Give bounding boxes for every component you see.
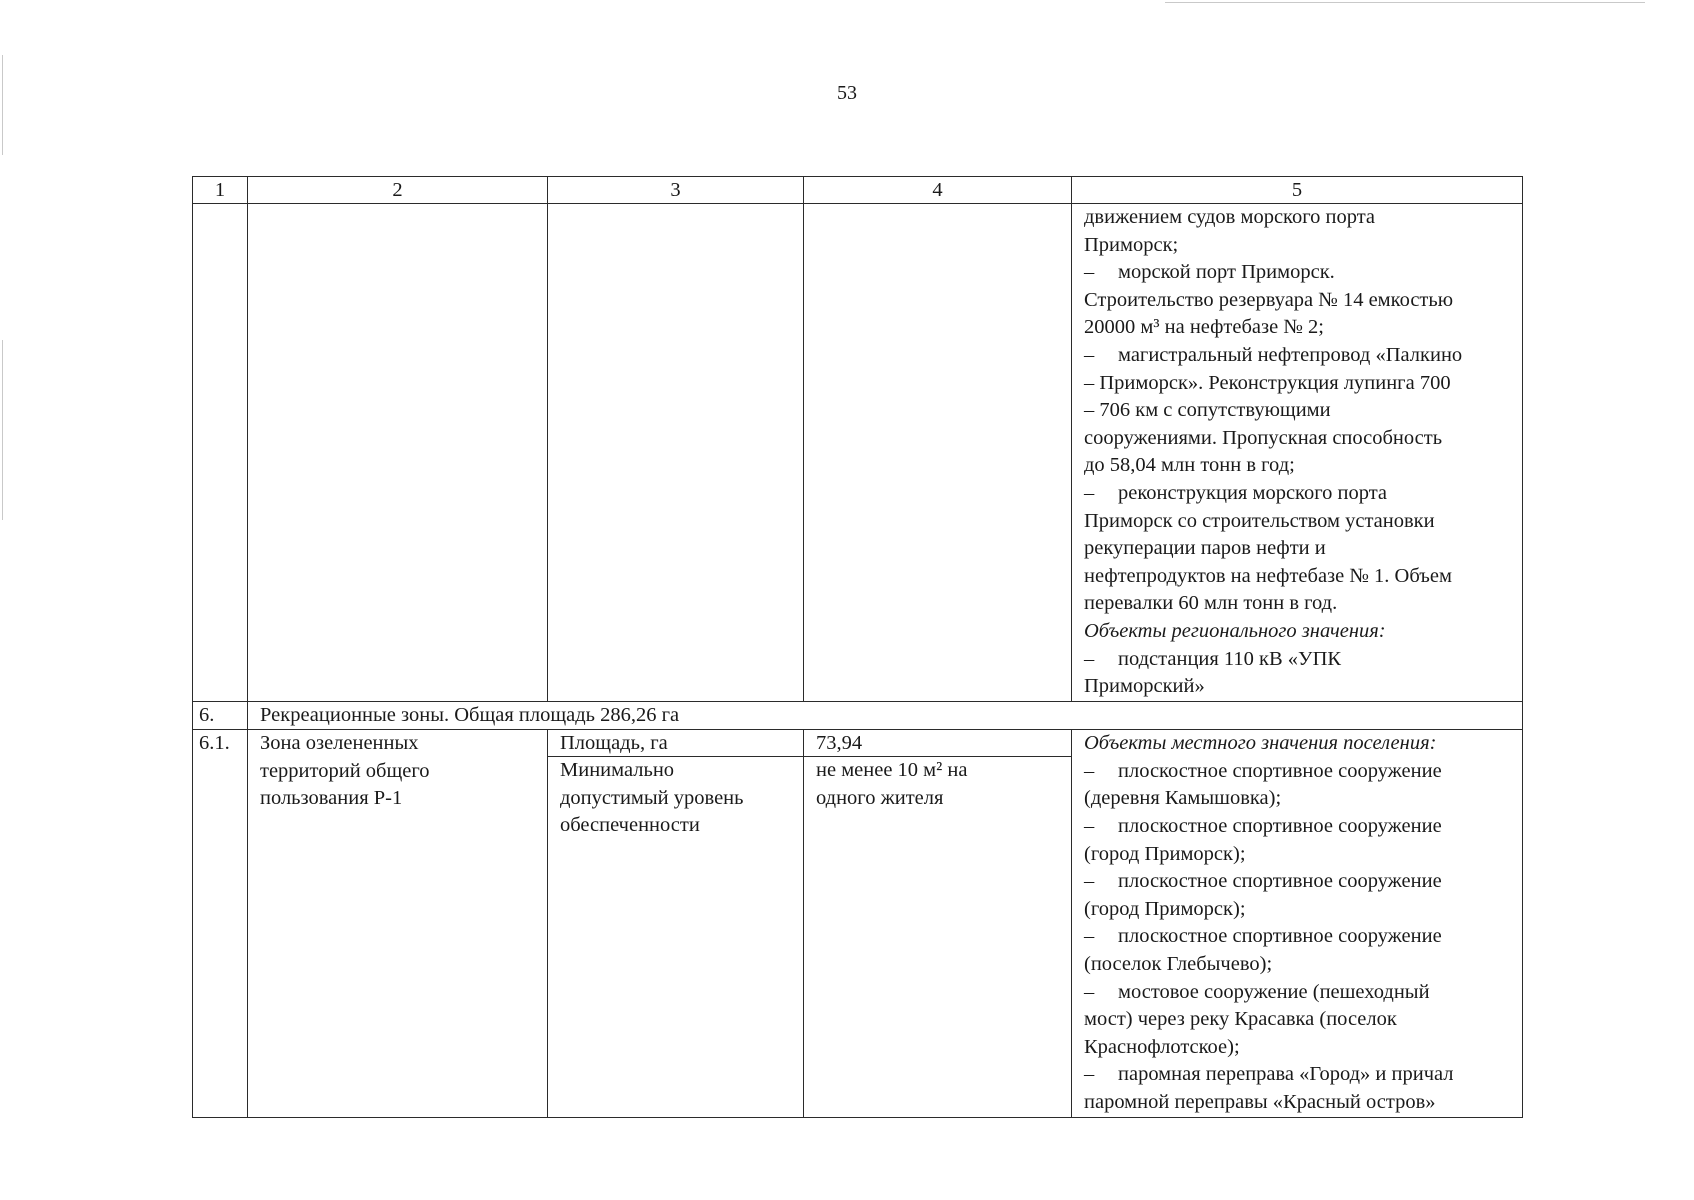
- min-level-label-line: допустимый уровень: [560, 786, 744, 809]
- list-item-continuation: перевалки 60 млн тонн в год.: [1084, 592, 1338, 615]
- dash-marker: –: [1084, 815, 1095, 838]
- section-number: 6.: [193, 701, 248, 730]
- area-value: 73,94: [804, 730, 1071, 757]
- list-item-start: [1084, 480, 1510, 508]
- list-item-text: морской порт Приморск.: [1118, 261, 1335, 284]
- dash-marker: –: [1084, 759, 1095, 782]
- continuation-col-4: [804, 204, 1072, 702]
- list-item-text: паромная переправа «Город» и причал: [1118, 1063, 1454, 1086]
- dash-marker: –: [1084, 925, 1095, 948]
- list-item-continuation: 20000 м³ на нефтебазе № 2;: [1084, 316, 1324, 339]
- list-item-start: [1084, 758, 1510, 786]
- list-item-continuation: (деревня Камышовка);: [1084, 787, 1282, 810]
- area-label: Площадь, га: [548, 730, 803, 757]
- list-item-continuation: Приморск;: [1084, 233, 1179, 256]
- min-level-value: [804, 757, 1071, 812]
- list-item-continuation: (город Приморск);: [1084, 842, 1246, 865]
- list-item-start: [1084, 813, 1510, 841]
- scan-mark-top-right: [1165, 2, 1645, 3]
- list-item-text: мостовое сооружение (пешеходный: [1118, 980, 1430, 1003]
- list-item-continuation: до 58,04 млн тонн в год;: [1084, 454, 1295, 477]
- min-level-label-line: обеспеченности: [560, 814, 700, 837]
- zone-row: [193, 730, 1523, 1117]
- page-number: 53: [837, 82, 857, 104]
- list-item-text: плоскостное спортивное сооружение: [1118, 925, 1442, 948]
- dash-marker: –: [1084, 1063, 1095, 1086]
- section-title: Рекреационные зоны. Общая площадь 286,26 га: [248, 701, 1523, 730]
- list-item-continuation: рекуперации паров нефти и: [1084, 537, 1326, 560]
- list-item-start: [1084, 1061, 1510, 1089]
- min-level-value-line: не менее 10 м² на: [816, 759, 968, 782]
- list-item-start: [1084, 646, 1510, 674]
- dash-marker: –: [1084, 261, 1095, 284]
- list-item-continuation: – Приморск». Реконструкция лупинга 700: [1084, 371, 1451, 394]
- list-item-start: [1084, 923, 1510, 951]
- dash-marker: –: [1084, 647, 1095, 670]
- list-item-text: плоскостное спортивное сооружение: [1118, 815, 1442, 838]
- zone-number: 6.1.: [193, 730, 248, 1117]
- table-header-row: [193, 177, 1523, 204]
- header-col-5: 5: [1072, 177, 1523, 204]
- category-heading: Объекты местного значения поселения:: [1084, 732, 1437, 755]
- list-item-start: [1084, 342, 1510, 370]
- min-level-value-line: одного жителя: [816, 786, 944, 809]
- list-item-continuation: сооружениями. Пропускная способность: [1084, 426, 1443, 449]
- header-col-1: 1: [193, 177, 248, 204]
- list-item-continuation: (поселок Глебычево);: [1084, 953, 1273, 976]
- scan-mark-left-top: [2, 55, 3, 155]
- list-item-start: [1084, 259, 1510, 287]
- zone-param-labels-cell: [548, 730, 804, 1117]
- continuation-objects-cell: [1072, 204, 1523, 702]
- zone-name-line: пользования Р-1: [260, 787, 403, 810]
- continuation-col-3: [548, 204, 804, 702]
- list-item-continuation: движением судов морского порта: [1084, 206, 1376, 228]
- list-item-text: плоскостное спортивное сооружение: [1118, 870, 1442, 893]
- header-col-4: 4: [804, 177, 1072, 204]
- zone-name-line: Зона озелененных: [260, 732, 419, 755]
- min-level-label-line: Минимально: [560, 759, 675, 782]
- continuation-col-1: [193, 204, 248, 702]
- list-item-text: плоскостное спортивное сооружение: [1118, 759, 1442, 782]
- list-item-text: магистральный нефтепровод «Палкино: [1118, 343, 1463, 366]
- category-heading: Объекты регионального значения:: [1084, 619, 1386, 642]
- continuation-row: [193, 204, 1523, 702]
- document-table: [192, 176, 1523, 1118]
- list-item-text: реконструкция морского порта: [1118, 481, 1388, 504]
- zone-name-line: территорий общего: [260, 759, 430, 782]
- dash-marker: –: [1084, 481, 1095, 504]
- list-item-start: [1084, 868, 1510, 896]
- dash-marker: –: [1084, 870, 1095, 893]
- list-item-start: [1084, 979, 1510, 1007]
- list-item-continuation: Приморский»: [1084, 675, 1205, 698]
- zone-param-values-cell: [804, 730, 1072, 1117]
- header-col-3: 3: [548, 177, 804, 204]
- list-item-continuation: нефтепродуктов на нефтебазе № 1. Объем: [1084, 564, 1452, 587]
- list-item-continuation: паромной переправы «Красный остров»: [1084, 1091, 1436, 1113]
- zone-objects-cell: [1072, 730, 1523, 1117]
- list-item-continuation: Краснофлотское);: [1084, 1035, 1240, 1058]
- list-item-text: подстанция 110 кВ «УПК: [1118, 647, 1342, 670]
- list-item-continuation: мост) через реку Красавка (поселок: [1084, 1008, 1397, 1031]
- list-item-continuation: (город Приморск);: [1084, 897, 1246, 920]
- scan-mark-left-mid: [2, 340, 3, 520]
- section-row: [193, 701, 1523, 730]
- list-item-continuation: Приморск со строительством установки: [1084, 509, 1435, 532]
- dash-marker: –: [1084, 980, 1095, 1003]
- zone-name-cell: [248, 730, 548, 1117]
- dash-marker: –: [1084, 343, 1095, 366]
- list-item-continuation: Строительство резервуара № 14 емкостью: [1084, 288, 1454, 311]
- continuation-col-2: [248, 204, 548, 702]
- list-item-continuation: – 706 км с сопутствующими: [1084, 399, 1331, 422]
- min-level-label: [548, 757, 803, 840]
- header-col-2: 2: [248, 177, 548, 204]
